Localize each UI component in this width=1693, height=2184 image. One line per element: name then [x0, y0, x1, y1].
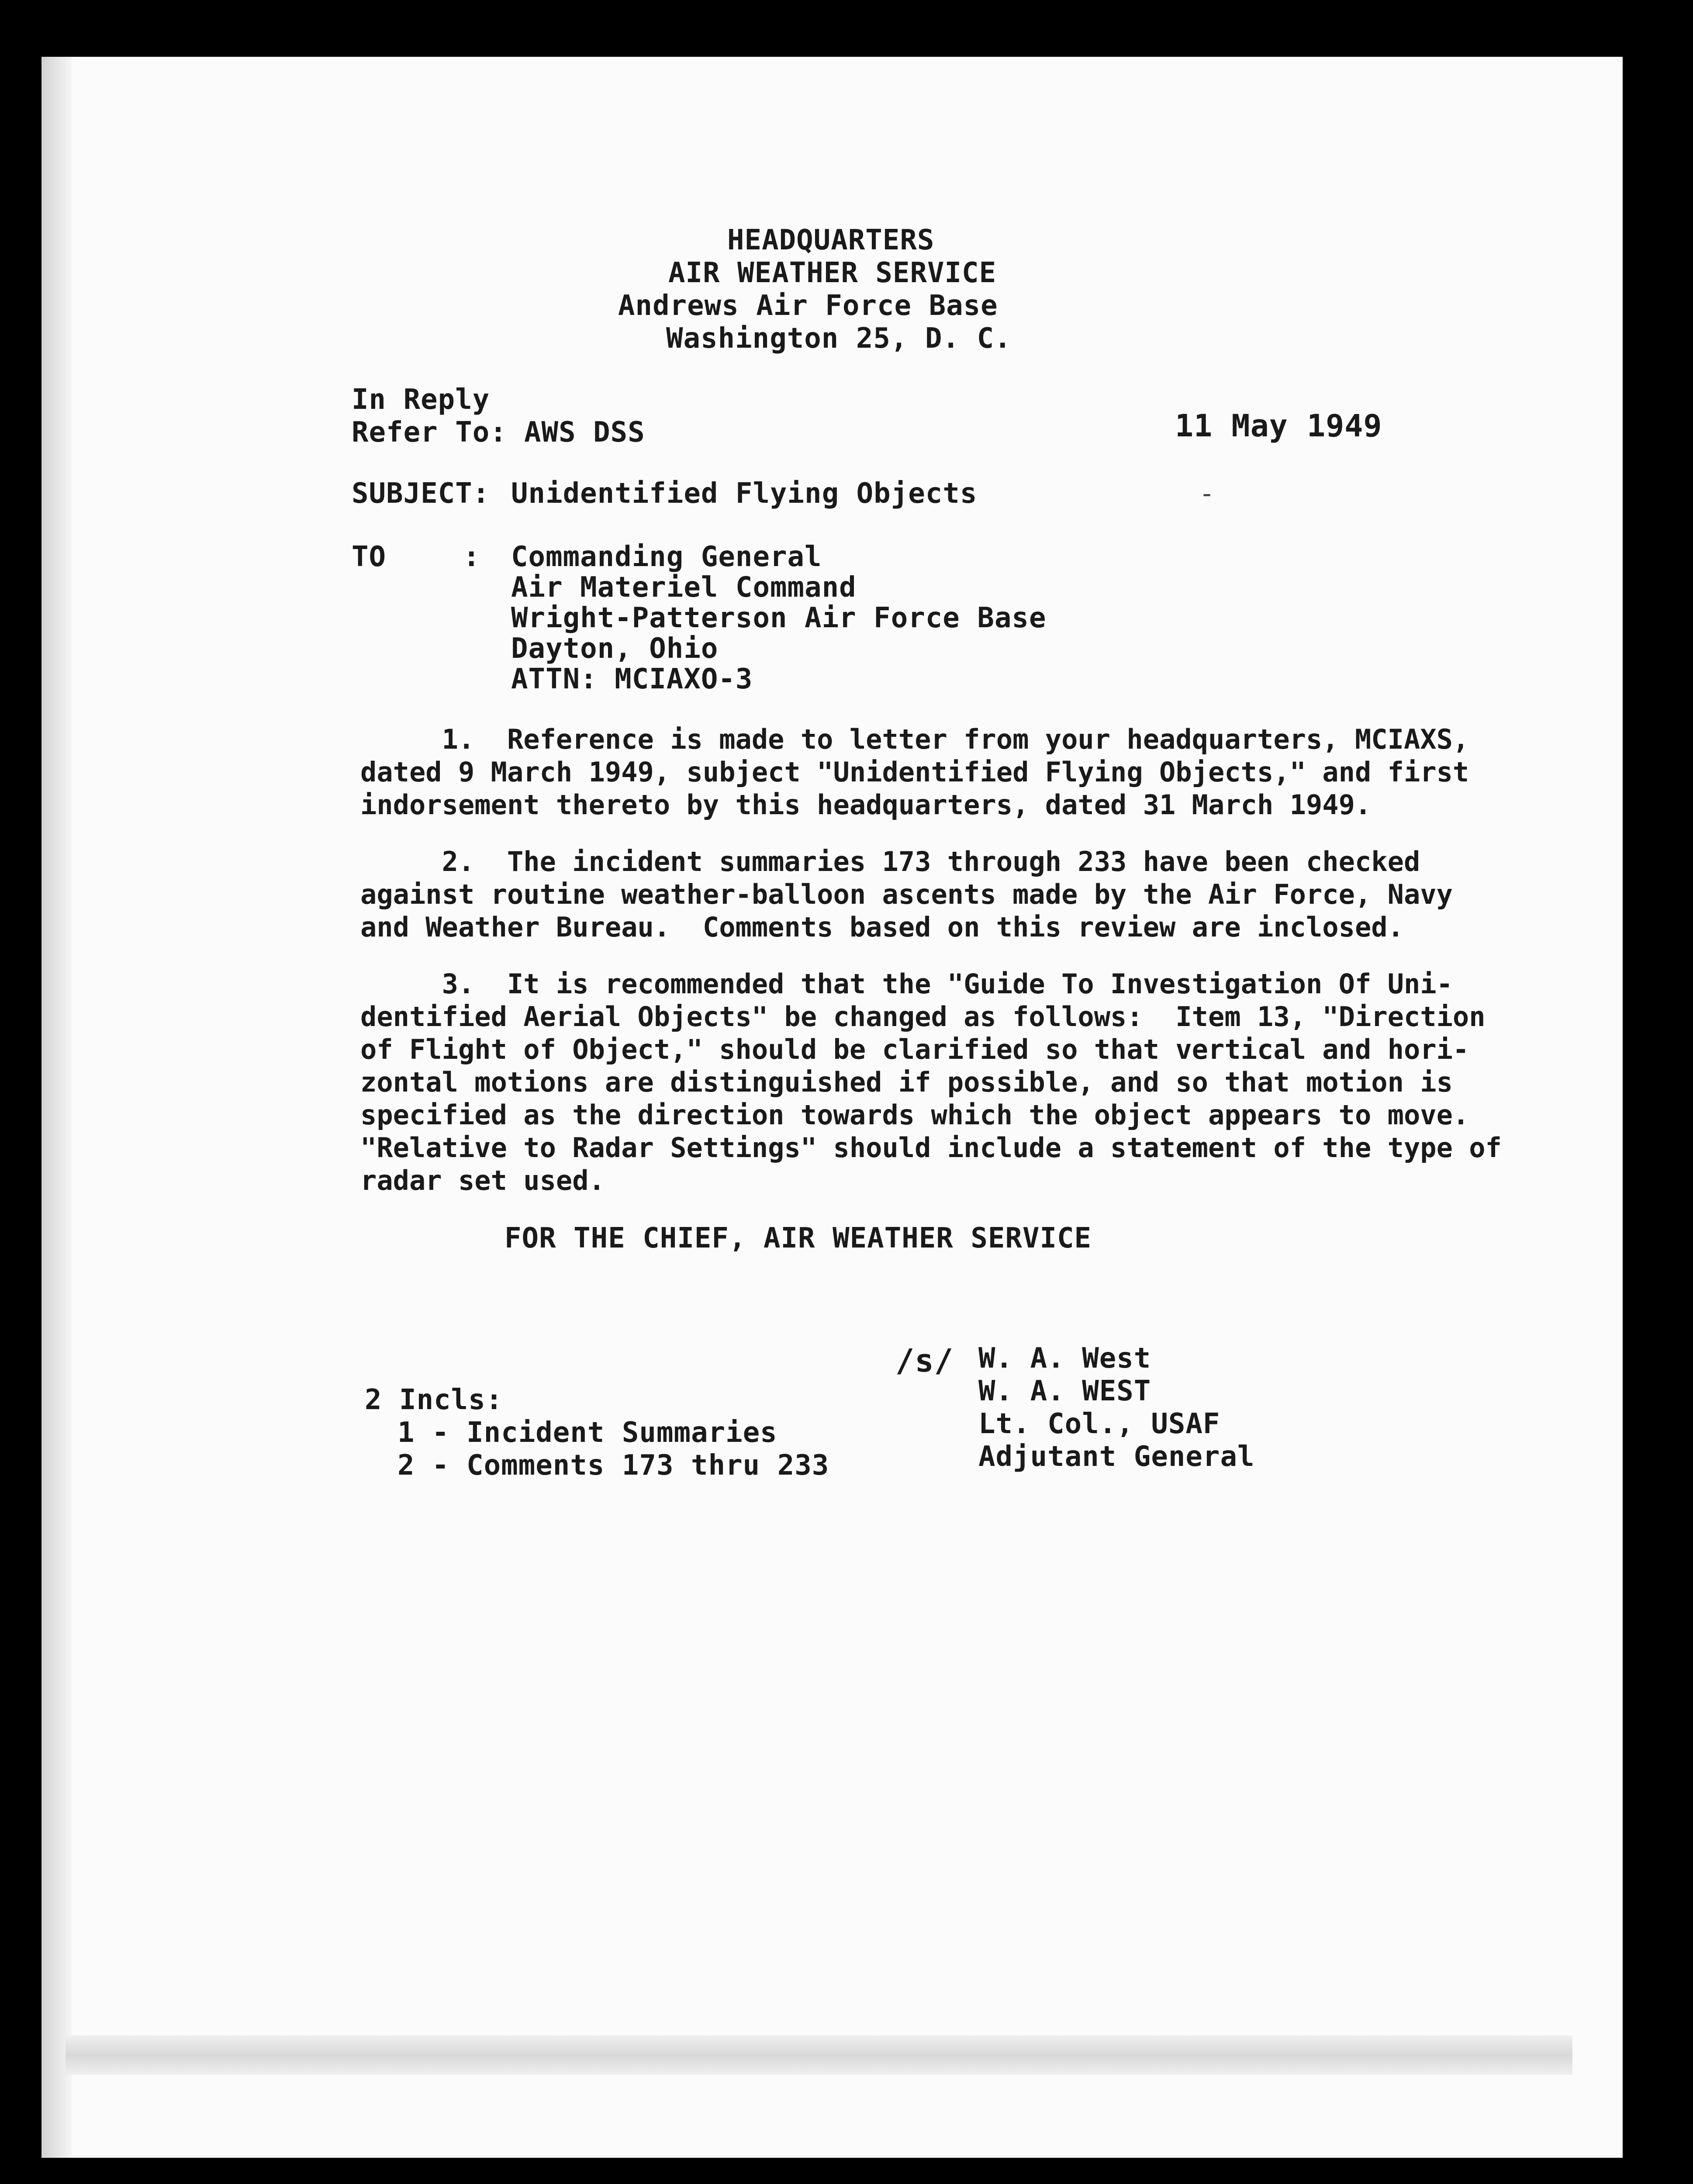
signature-line-4: Adjutant General [978, 1441, 1255, 1473]
paragraph-3-line-5: specified as the direction towards which the object appears to move. [360, 1099, 1469, 1131]
paragraph-1-line-1: 1. Reference is made to letter from your headquarters, MCIAXS, [360, 723, 1469, 755]
signature-line-1: W. A. West [978, 1342, 1151, 1375]
letterhead-line-1: HEADQUARTERS [727, 224, 935, 256]
paragraph-1-line-2: dated 9 March 1949, subject "Unidentified Flying Objects," and first [360, 756, 1469, 788]
to-colon: : [463, 541, 480, 573]
to-label: TO [352, 541, 387, 573]
paragraph-3-line-4: zontal motions are distinguished if possible, and so that motion is [360, 1066, 1453, 1098]
letterhead-line-3: Andrews Air Force Base [618, 290, 998, 322]
reply-label-1: In Reply [352, 384, 490, 416]
paragraph-3-line-1: 3. It is recommended that the "Guide To Investigation Of Uni- [360, 968, 1453, 1000]
reply-code: AWS DSS [524, 416, 645, 449]
paragraph-3-line-3: of Flight of Object," should be clarified so that vertical and hori- [360, 1033, 1469, 1065]
stray-dash: - [1199, 478, 1215, 509]
reply-label-2: Refer To: [352, 416, 507, 449]
addressee-line-2: Air Materiel Command [511, 571, 857, 604]
addressee-line-1: Commanding General [511, 541, 822, 573]
addressee-line-5: ATTN: MCIAXO-3 [511, 663, 753, 695]
addressee-line-3: Wright-Patterson Air Force Base [511, 602, 1047, 634]
signature-mark: /s/ [895, 1342, 954, 1379]
letterhead-line-4: Washington 25, D. C. [666, 322, 1012, 355]
paragraph-3-line-2: dentified Aerial Objects" be changed as follows: Item 13, "Direction [360, 1001, 1486, 1033]
paragraph-3-line-6: "Relative to Radar Settings" should include a statement of the type of [360, 1132, 1502, 1164]
inclosures-label: 2 Incls: [365, 1384, 503, 1416]
addressee-line-4: Dayton, Ohio [511, 632, 719, 665]
letter-date: 11 May 1949 [1175, 408, 1382, 444]
paragraph-1-line-3: indorsement thereto by this headquarters, dated 31 March 1949. [360, 789, 1372, 821]
scan-bottom-band [66, 2035, 1572, 2075]
page-shadow-edge [41, 57, 72, 2158]
inclosure-item-2: 2 - Comments 173 thru 233 [397, 1449, 829, 1482]
letterhead-line-2: AIR WEATHER SERVICE [668, 257, 997, 289]
paragraph-3-line-7: radar set used. [360, 1165, 605, 1196]
subject-text: Unidentified Flying Objects [511, 477, 978, 510]
inclosure-item-1: 1 - Incident Summaries [397, 1417, 777, 1449]
signature-line-3: Lt. Col., USAF [978, 1408, 1220, 1440]
paragraph-2-line-3: and Weather Bureau. Comments based on this review are inclosed. [360, 911, 1404, 943]
subject-label: SUBJECT: [352, 477, 490, 510]
closing-line: FOR THE CHIEF, AIR WEATHER SERVICE [504, 1222, 1092, 1254]
paragraph-2-line-2: against routine weather-balloon ascents made by the Air Force, Navy [360, 878, 1453, 910]
signature-line-2: W. A. WEST [978, 1375, 1151, 1407]
paragraph-2-line-1: 2. The incident summaries 173 through 233 have been checked [360, 846, 1420, 878]
